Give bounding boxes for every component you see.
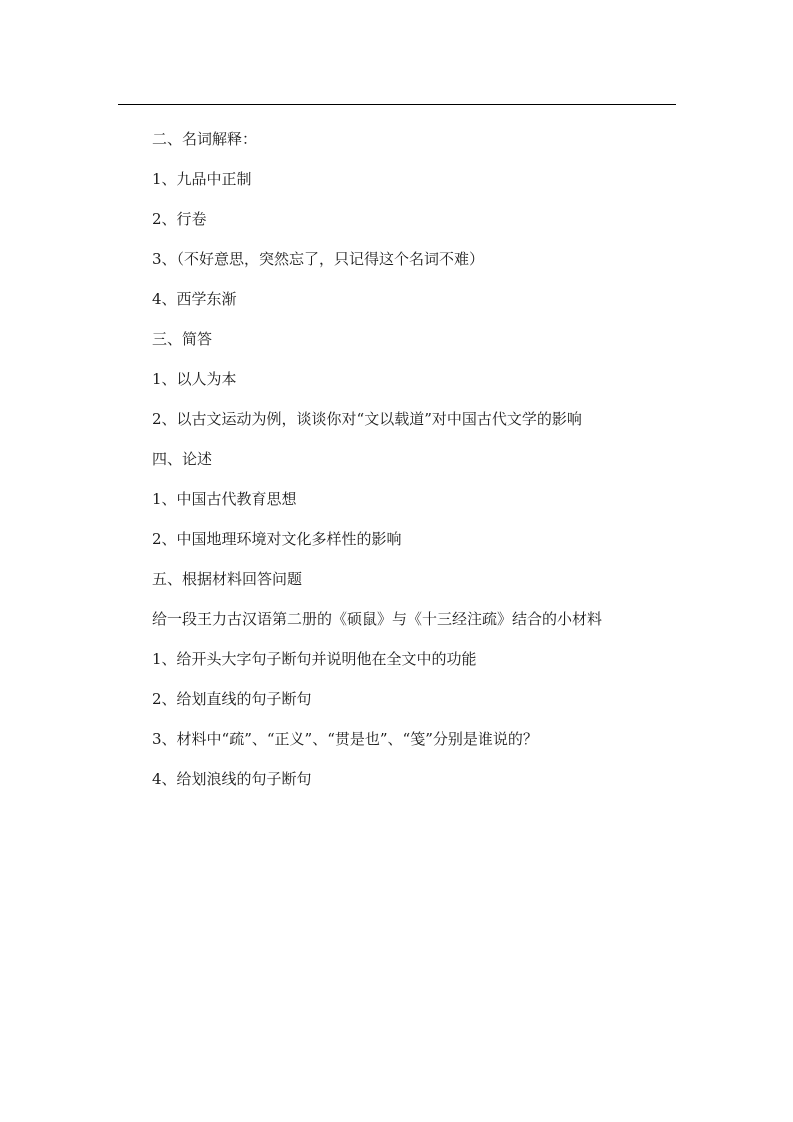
list-item: 2、行卷 xyxy=(152,210,207,228)
list-item: 2、给划直线的句子断句 xyxy=(152,690,312,708)
list-item: 2、中国地理环境对文化多样性的影响 xyxy=(152,530,402,548)
list-item: 1、九品中正制 xyxy=(152,170,252,188)
section-heading-terms: 二、名词解释： xyxy=(152,130,258,148)
list-item: 2、以古文运动为例，谈谈你对“文以载道”对中国古代文学的影响 xyxy=(152,410,582,428)
list-item: 3、材料中“疏”、“正义”、“贯是也”、“笺”分别是谁说的？ xyxy=(152,730,538,748)
section-heading-short-answer: 三、简答 xyxy=(152,330,213,348)
section-heading-material: 五、根据材料回答问题 xyxy=(152,570,303,588)
list-item: 1、给开头大字句子断句并说明他在全文中的功能 xyxy=(152,650,477,668)
header-rule xyxy=(118,104,676,105)
section-heading-essay: 四、论述 xyxy=(152,450,213,468)
list-item: 4、西学东渐 xyxy=(152,290,237,308)
list-item: 4、给划浪线的句子断句 xyxy=(152,770,312,788)
list-item: 1、中国古代教育思想 xyxy=(152,490,297,508)
material-description: 给一段王力古汉语第二册的《硕鼠》与《十三经注疏》结合的小材料 xyxy=(152,610,603,628)
list-item: 1、以人为本 xyxy=(152,370,237,388)
document-body xyxy=(152,119,672,799)
list-item: 3、（不好意思，突然忘了，只记得这个名词不难） xyxy=(152,250,485,268)
